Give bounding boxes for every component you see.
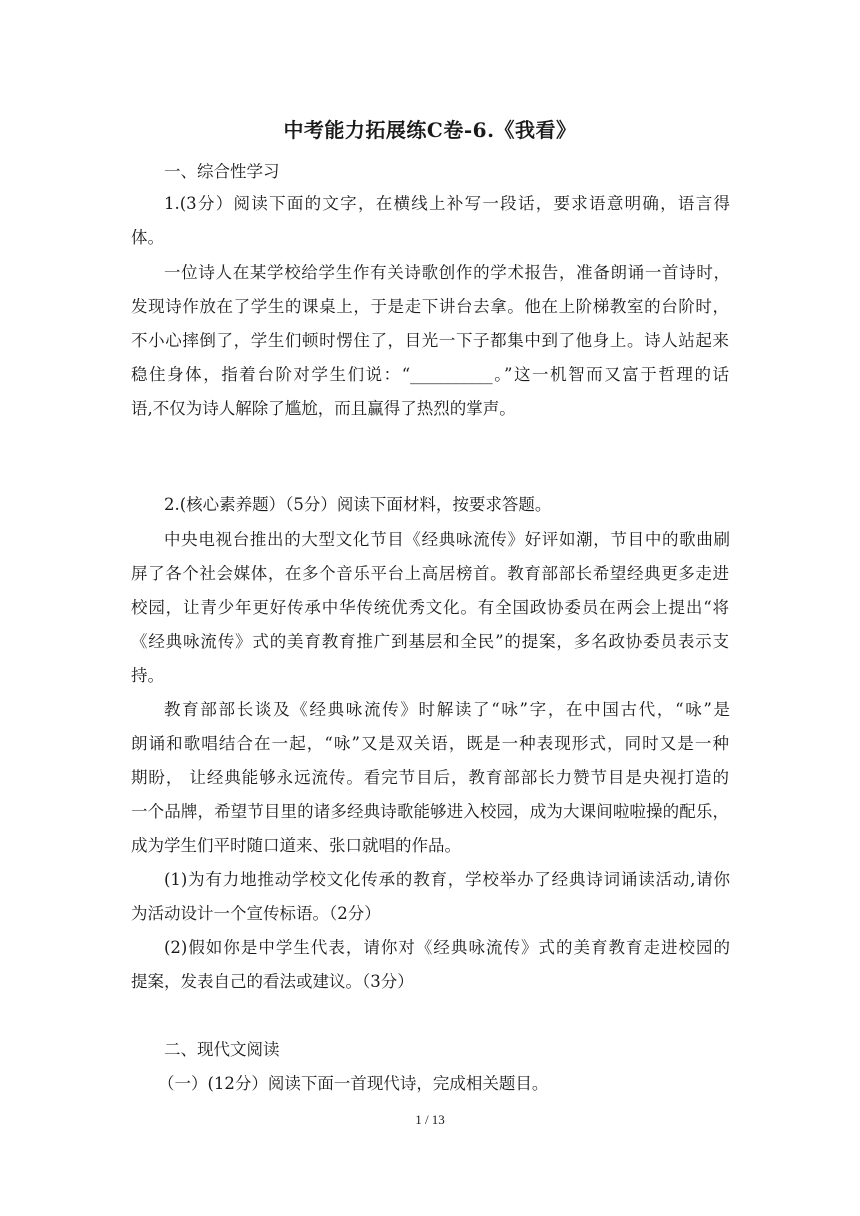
section-heading-2: 二、现代文阅读 xyxy=(164,1040,280,1059)
q2-passage-line: 朗诵和歌唱结合在一起，“咏”又是双关语，既是一种表现形式，同时又是一种 xyxy=(131,734,729,753)
document-title: 中考能力拓展练C卷-6.《我看》 xyxy=(283,118,577,142)
q2-subquestion-2: (2)假如你是中学生代表，请你对《经典咏流传》式的美育教育走进校园的 xyxy=(164,938,730,957)
section-heading-1: 一、综合性学习 xyxy=(164,162,280,181)
q1-passage-line: 一位诗人在某学校给学生作有关诗歌创作的学术报告，准备朗诵一首诗时， xyxy=(164,263,730,282)
q2-passage-line: 成为学生们平时随口道来、张口就唱的作品。 xyxy=(131,836,461,855)
q1-stem-line: 体。 xyxy=(131,228,164,247)
q2-passage-line: 中央电视台推出的大型文化节目《经典咏流传》好评如潮，节目中的歌曲刷 xyxy=(164,530,730,549)
q1-stem-line: 1.(3分）阅读下面的文字，在横线上补写一段话，要求语意明确，语言得 xyxy=(164,194,730,213)
q2-passage-line: 一个品牌，希望节目里的诸多经典诗歌能够进入校园，成为大课间啦啦操的配乐， xyxy=(131,802,729,821)
q1-passage-line: 语,不仅为诗人解除了尴尬，而且赢得了热烈的掌声。 xyxy=(131,399,516,418)
q2-passage-line: 教育部部长谈及《经典咏流传》时解读了“咏”字，在中国古代，“咏”是 xyxy=(164,700,730,719)
q2-passage-line: 《经典咏流传》式的美育教育推广到基层和全民”的提案，多名政协委员表示支 xyxy=(131,632,729,651)
section-2-subheading: （一）(12分）阅读下面一首现代诗，完成相关题目。 xyxy=(158,1074,549,1093)
q1-passage-line: 不小心摔倒了，学生们顿时愣住了，目光一下子都集中到了他身上。诗人站起来 xyxy=(131,331,729,350)
page-number: 1 / 13 xyxy=(415,1112,445,1127)
q1-passage-line: 稳住身体，指着台阶对学生们说：“__________。”这一机智而又富于哲理的话 xyxy=(131,365,729,384)
q2-subquestion-1: 为活动设计一个宣传标语。（2分） xyxy=(131,904,381,923)
q2-passage-line: 期盼， 让经典能够永远流传。看完节目后，教育部部长力赞节目是央视打造的 xyxy=(131,768,729,787)
q2-stem: 2.(核心素养题）（5分）阅读下面材料，按要求答题。 xyxy=(164,495,552,514)
q2-subquestion-1: (1)为有力地推动学校文化传承的教育，学校举办了经典诗词诵读活动,请你 xyxy=(164,870,730,889)
q2-passage-line: 校园，让青少年更好传承中华传统优秀文化。有全国政协委员在两会上提出“将 xyxy=(131,598,729,617)
q2-passage-line: 屏了各个社会媒体，在多个音乐平台上高居榜首。教育部部长希望经典更多走进 xyxy=(131,564,729,583)
q2-passage-line: 持。 xyxy=(131,666,164,685)
q1-passage-line: 发现诗作放在了学生的课桌上，于是走下讲台去拿。他在上阶梯教室的台阶时， xyxy=(131,297,729,316)
q2-subquestion-2: 提案，发表自己的看法或建议。（3分） xyxy=(131,972,414,991)
